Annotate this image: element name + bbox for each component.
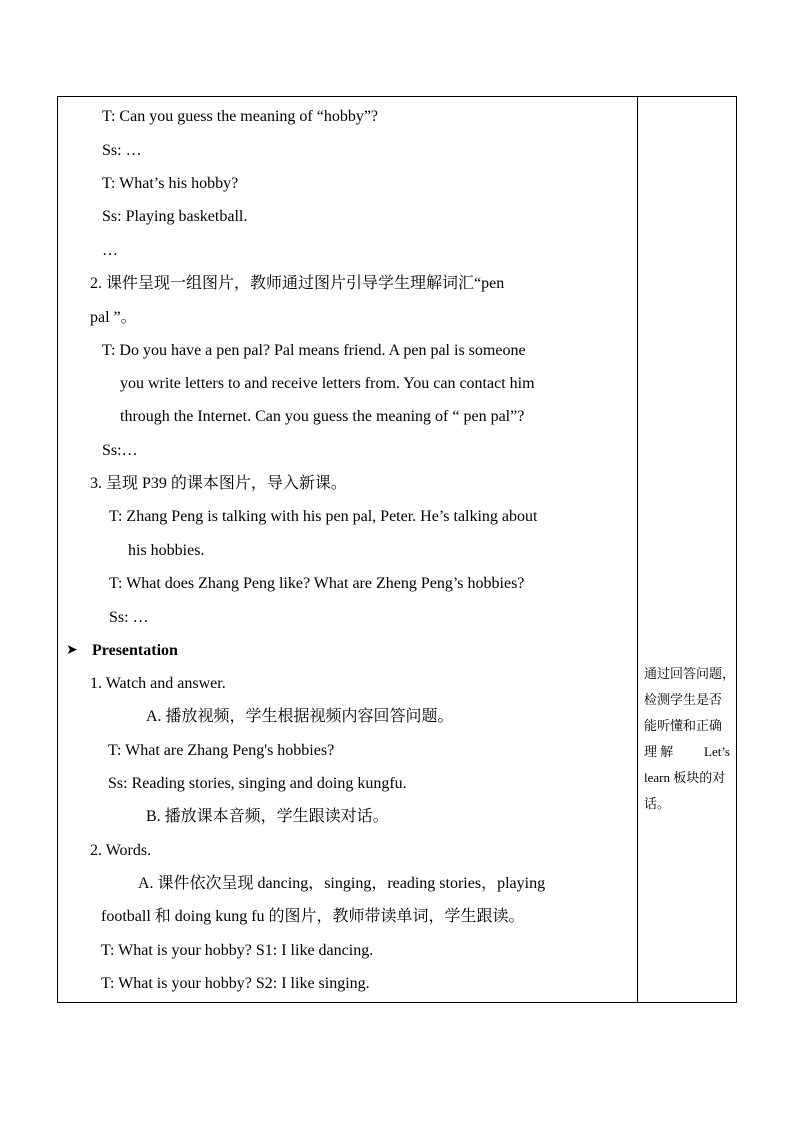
intro-line-2: Ss: … xyxy=(102,142,142,159)
note-line-2: 检测学生是否 xyxy=(644,692,723,707)
step2-line-6: Ss:… xyxy=(102,442,138,459)
step2-line-3: T: Do you have a pen pal? Pal means friend. A pen pal is someone xyxy=(102,342,526,359)
watch-step-b: B. 播放课本音频，学生跟读对话。 xyxy=(146,808,389,825)
step3-line-4: T: What does Zhang Peng like? What are Zheng Peng’s hobbies? xyxy=(109,575,525,592)
step2-line-5: through the Internet. Can you guess the meaning of “ pen pal”? xyxy=(120,408,525,425)
watch-question: T: What are Zhang Peng's hobbies? xyxy=(108,742,335,759)
words-title: 2. Words. xyxy=(90,842,152,859)
step2-line-4: you write letters to and receive letters from. You can contact him xyxy=(120,375,535,392)
words-dialog-2: T: What is your hobby? S2: I like singing. xyxy=(101,975,370,992)
presentation-heading: Presentation xyxy=(92,642,178,659)
intro-line-5: … xyxy=(102,242,118,259)
step2-line-2: pal ”。 xyxy=(90,309,137,326)
words-step-a: A. 课件依次呈现 dancing，singing，reading stories，playing xyxy=(138,875,546,892)
intro-line-1: T: Can you guess the meaning of “hobby”? xyxy=(102,108,379,125)
note-line-4-right: Let’s xyxy=(704,744,730,759)
note-line-3: 能听懂和正确 xyxy=(644,718,723,733)
intro-line-4: Ss: Playing basketball. xyxy=(102,208,248,225)
step3-line-5: Ss: … xyxy=(109,609,149,626)
step3-line-1: 3. 呈现 P39 的课本图片，导入新课。 xyxy=(90,475,347,492)
watch-answer: Ss: Reading stories, singing and doing kungfu. xyxy=(108,775,407,792)
arrow-bullet-icon: ➤ xyxy=(66,643,78,658)
words-dialog-1: T: What is your hobby? S1: I like dancing. xyxy=(101,942,374,959)
note-line-4-left: 理 解 xyxy=(644,744,674,759)
lesson-plan-table xyxy=(57,96,737,1003)
watch-step-a: A. 播放视频，学生根据视频内容回答问题。 xyxy=(146,708,454,725)
note-line-5: learn 板块的对 xyxy=(644,770,726,785)
note-line-1: 通过回答问题， xyxy=(644,666,736,681)
note-line-6: 话。 xyxy=(644,796,671,811)
step3-line-3: his hobbies. xyxy=(128,542,205,559)
column-divider xyxy=(637,97,638,1002)
step3-line-2: T: Zhang Peng is talking with his pen pal, Peter. He’s talking about xyxy=(109,508,538,525)
words-step-a-cont: football 和 doing kung fu 的图片，教师带读单词，学生跟读。 xyxy=(101,908,525,925)
watch-title: 1. Watch and answer. xyxy=(90,675,226,692)
note-line-4 xyxy=(644,743,730,761)
intro-line-3: T: What’s his hobby? xyxy=(102,175,239,192)
step2-line-1: 2. 课件呈现一组图片，教师通过图片引导学生理解词汇“pen xyxy=(90,275,505,292)
